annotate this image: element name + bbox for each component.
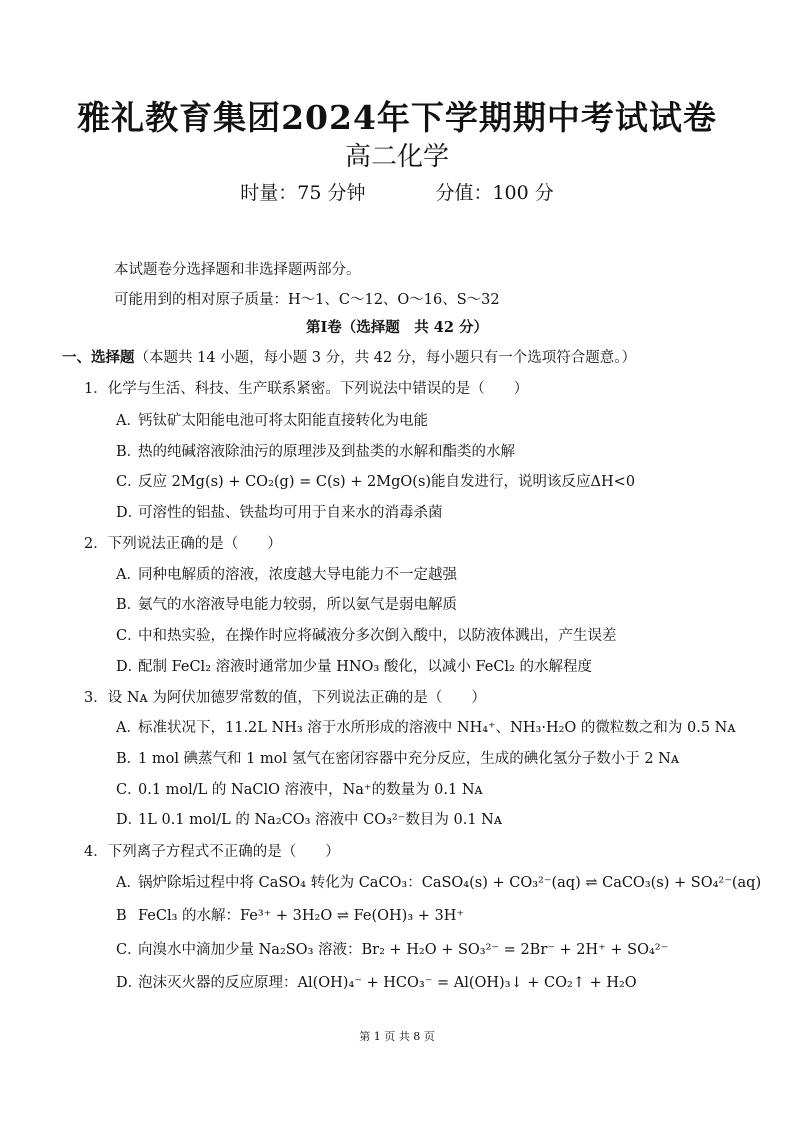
option-text: 热的纯碱溶液除油污的原理涉及到盐类的水解和酯类的水解	[138, 444, 515, 460]
exam-timing	[0, 178, 794, 205]
option-text: 中和热实验，在操作时应将碱液分多次倒入酸中，以防液体溅出，产生误差	[138, 628, 617, 644]
question-3-option-a	[116, 716, 736, 737]
question-4-stem: 4．下列离子方程式不正确的是（ ）	[84, 844, 340, 860]
option-label: D．	[116, 659, 143, 675]
option-text: 同种电解质的溶液，浓度越大导电能力不一定越强	[138, 567, 457, 583]
question-2-option-a	[116, 563, 457, 584]
question-4-option-c	[116, 938, 668, 959]
option-text: 可溶性的铝盐、铁盐均可用于自来水的消毒杀菌	[138, 505, 443, 521]
option-text: 泡沫灭火器的反应原理：Al(OH)₄⁻ + HCO₃⁻ = Al(OH)₃↓ + CO₂↑ + H₂O	[138, 975, 637, 991]
question-2-option-d	[116, 655, 592, 676]
option-label: A．	[116, 875, 141, 891]
option-text: 反应 2Mg(s) + CO₂(g) = C(s) + 2MgO(s)能自发进行，说明该反应ΔH<0	[138, 474, 636, 490]
option-label: A．	[116, 567, 141, 583]
option-label: D．	[116, 812, 143, 828]
total-score: 分值：100 分	[435, 182, 554, 204]
question-3-option-d	[116, 808, 502, 829]
question-1-option-a	[116, 409, 428, 430]
intro-line-1: 本试题卷分选择题和非选择题两部分。	[114, 262, 361, 278]
option-label: C．	[116, 474, 142, 490]
exam-title: 雅礼教育集团2024年下学期期中考试试卷	[77, 98, 717, 137]
option-label: C．	[116, 782, 142, 798]
question-1-stem: 1．化学与生活、科技、生产联系紧密。下列说法中错误的是（ ）	[84, 381, 529, 397]
question-4-option-b	[116, 904, 464, 925]
section-heading	[62, 346, 636, 367]
option-label: C．	[116, 628, 142, 644]
option-text: 氨气的水溶液导电能力较弱，所以氨气是弱电解质	[138, 597, 457, 613]
time-limit: 时量：75 分钟	[240, 182, 366, 204]
option-text: 锅炉除垢过程中将 CaSO₄ 转化为 CaCO₃：CaSO₄(s) + CO₃²⁻(aq) ⇌ CaCO₃(s) + SO₄²⁻(aq)	[138, 875, 762, 891]
option-text: 向溴水中滴加少量 Na₂SO₃ 溶液：Br₂ + H₂O + SO₃²⁻ = 2Br⁻ + 2H⁺ + SO₄²⁻	[138, 942, 669, 958]
section-head: 一、选择题	[62, 349, 135, 366]
option-text: 标准状况下，11.2L NH₃ 溶于水所形成的溶液中 NH₄⁺、NH₃·H₂O 的微粒数之和为 0.5 Nᴀ	[138, 720, 736, 736]
question-3-stem: 3．设 Nᴀ 为阿伏加德罗常数的值，下列说法正确的是（ ）	[84, 690, 486, 706]
part-title: 第Ⅰ卷（选择题 共 42 分）	[305, 319, 489, 336]
question-1-option-b	[116, 440, 515, 461]
option-label: B	[116, 908, 142, 924]
question-2-option-b	[116, 593, 457, 614]
option-label: B．	[116, 444, 142, 460]
option-text: FeCl₃ 的水解：Fe³⁺ + 3H₂O ⇌ Fe(OH)₃ + 3H⁺	[138, 908, 465, 924]
question-4-option-d	[116, 971, 637, 992]
exam-subject: 高二化学	[344, 142, 449, 172]
option-text: 1L 0.1 mol/L 的 Na₂CO₃ 溶液中 CO₃²⁻数目为 0.1 Nᴀ	[138, 812, 503, 828]
option-label: C．	[116, 942, 142, 958]
question-2-stem: 2．下列说法正确的是（ ）	[84, 536, 282, 552]
question-2-option-c	[116, 624, 617, 645]
option-label: A．	[116, 720, 141, 736]
section-note: （本题共 14 小题，每小题 3 分，共 42 分，每小题只有一个选项符合题意。）	[134, 350, 637, 366]
option-label: B．	[116, 597, 142, 613]
option-text: 0.1 mol/L 的 NaClO 溶液中，Na⁺的数量为 0.1 Nᴀ	[138, 782, 483, 798]
page-footer: 第 1 页 共 8 页	[359, 1030, 435, 1043]
question-1-option-d	[116, 501, 443, 522]
intro-line-2: 可能用到的相对原子质量：H～1、C～12、O～16、S～32	[114, 292, 500, 308]
option-label: B．	[116, 751, 142, 767]
question-3-option-c	[116, 778, 483, 799]
option-label: D．	[116, 505, 143, 521]
option-text: 配制 FeCl₂ 溶液时通常加少量 HNO₃ 酸化，以减小 FeCl₂ 的水解程度	[138, 659, 592, 675]
question-1-option-c	[116, 470, 635, 491]
option-text: 1 mol 碘蒸气和 1 mol 氢气在密闭容器中充分反应，生成的碘化氢分子数小于 2 Nᴀ	[138, 751, 680, 767]
option-label: D．	[116, 975, 143, 991]
option-label: A．	[116, 413, 141, 429]
question-4-option-a	[116, 871, 761, 892]
option-text: 钙钛矿太阳能电池可将太阳能直接转化为电能	[138, 413, 428, 429]
question-3-option-b	[116, 747, 679, 768]
